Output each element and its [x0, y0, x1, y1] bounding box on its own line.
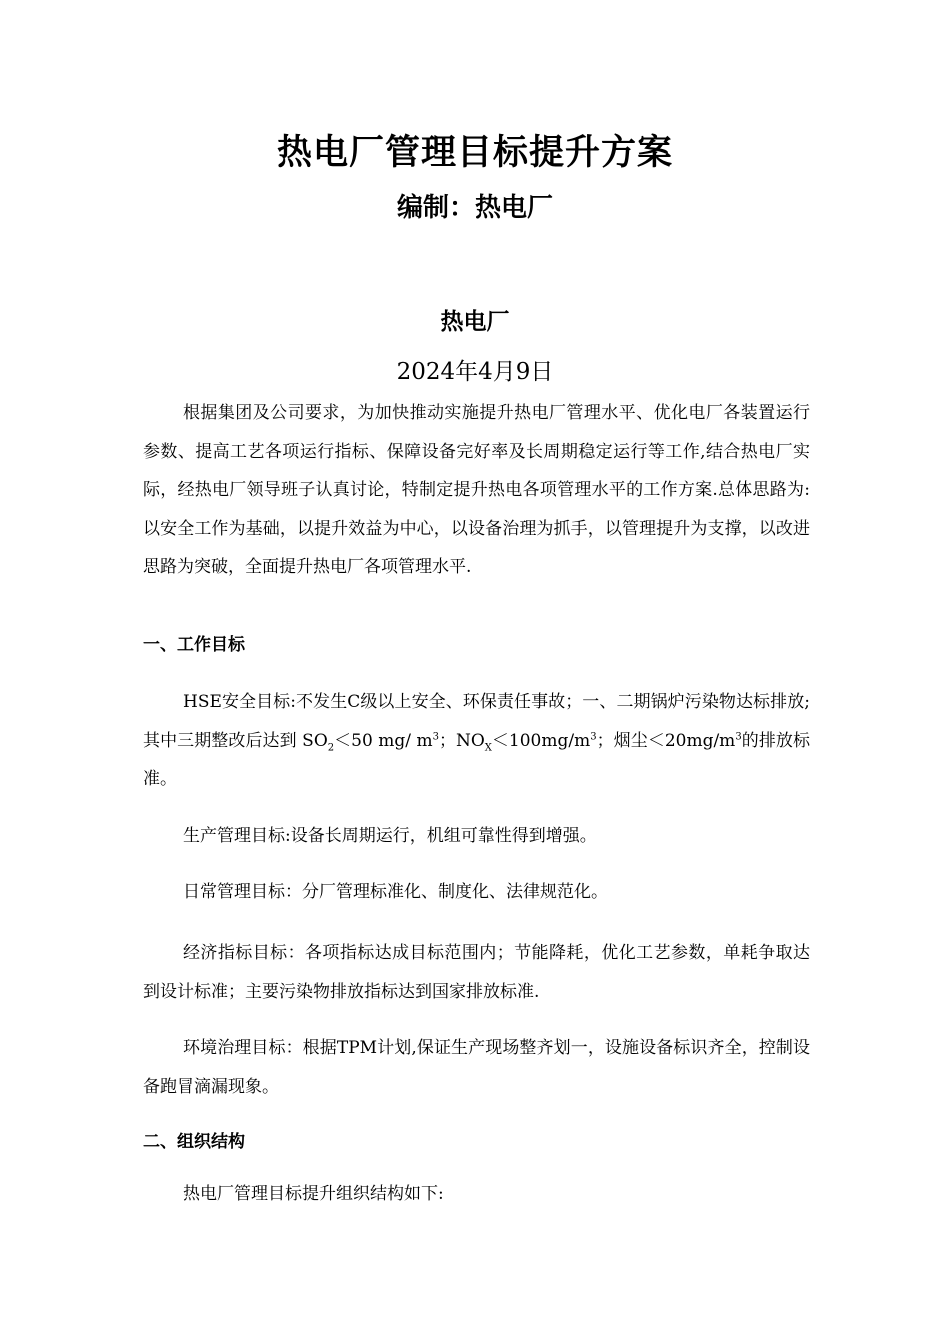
daily-goal-paragraph: 日常管理目标：分厂管理标准化、制度化、法律规范化。: [183, 882, 608, 902]
so2-subscript: 2: [327, 741, 335, 753]
section-heading-organization: 二、组织结构: [143, 1132, 245, 1152]
organization-intro-paragraph: 热电厂管理目标提升组织结构如下:: [183, 1184, 444, 1204]
hse-text-5: ；烟尘＜20mg/m: [596, 730, 736, 751]
hse-goal-paragraph: [143, 683, 810, 799]
hse-text-2: ＜50 mg/ m: [334, 730, 433, 751]
economic-goal-paragraph: 经济指标目标：各项指标达成目标范围内；节能降耗，优化工艺参数，单耗争取达到设计标准；主要污染物排放指标达到国家排放标准.: [143, 943, 810, 1002]
environment-goal-paragraph: 环境治理目标：根据TPM计划,保证生产现场整齐划一，设施设备标识齐全，控制设备跑冒滴漏现象。: [143, 1038, 810, 1097]
hse-text-6: 的排放标准。: [143, 730, 810, 789]
nox-subscript: X: [484, 741, 492, 753]
intro-paragraph: 根据集团及公司要求，为加快推动实施提升热电厂管理水平、优化电厂各装置运行参数、提高工艺各项运行指标、保障设备完好率及长周期稳定运行等工作,结合热电厂实际，经热电厂领导班子认真讨论，特制定提升热电各项管理水平的工作方案.总体思路为:以安全工作为基础，以提升效益为中心，以设备治理为抓手，以管理提升为支撑，以改进思路为突破，全面提升热电厂各项管理水平.: [143, 403, 810, 577]
section-heading-work-goals: 一、工作目标: [143, 635, 245, 655]
hse-text-1: HSE安全目标:不发生C级以上安全、环保责任事故；一、二期锅炉污染物达标排放;其中三期整改后达到 SO: [143, 692, 810, 751]
hse-text-3: ；NO: [438, 730, 485, 751]
cubic-superscript-2: 3: [590, 730, 597, 742]
production-goal-paragraph: 生产管理目标:设备长周期运行，机组可靠性得到增强。: [183, 826, 597, 846]
hse-text-4: ＜100mg/m: [491, 730, 591, 751]
document-title: 热电厂管理目标提升方案: [276, 133, 673, 173]
document-date: 2024年4月9日: [396, 359, 554, 385]
cubic-superscript-1: 3: [432, 730, 439, 742]
document-subtitle: 编制：热电厂: [396, 193, 553, 223]
cubic-superscript-3: 3: [735, 730, 742, 742]
organization-name: 热电厂: [440, 309, 510, 335]
